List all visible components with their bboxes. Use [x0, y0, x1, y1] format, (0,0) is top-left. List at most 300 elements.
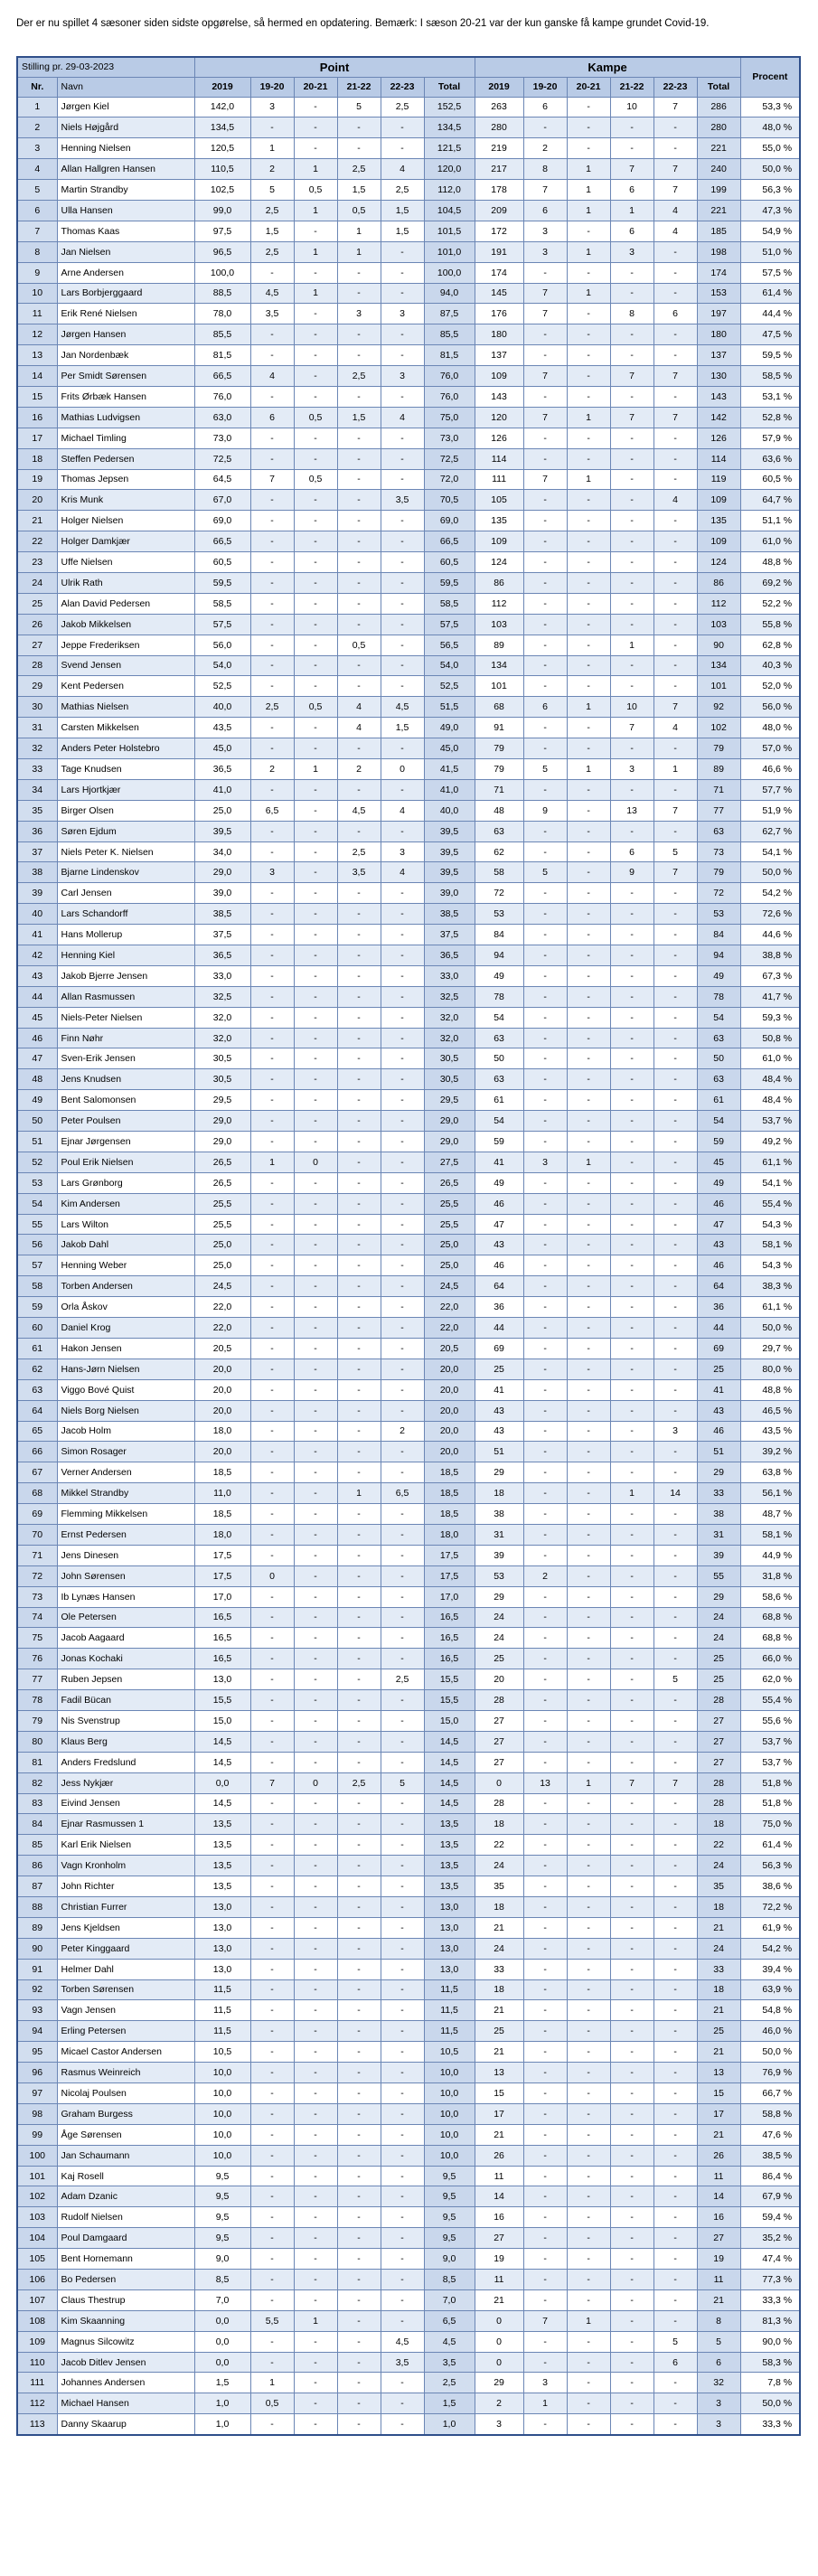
- point-22-23-cell: -: [381, 1442, 424, 1462]
- point-2019-cell: 25,0: [194, 1235, 250, 1255]
- point-20-21-cell: -: [294, 1649, 337, 1669]
- table-row: [17, 2249, 800, 2270]
- point-total-cell: 1,5: [424, 2393, 475, 2414]
- point-22-23-cell: -: [381, 1876, 424, 1897]
- kampe-22-23-cell: -: [653, 1504, 697, 1525]
- navn-cell: Tage Knudsen: [57, 759, 194, 780]
- point-20-21-cell: -: [294, 2186, 337, 2207]
- point-22-23-cell: -: [381, 2063, 424, 2083]
- kampe-21-22-cell: -: [610, 428, 653, 448]
- kampe-total-cell: 198: [697, 241, 740, 262]
- point-total-cell: 16,5: [424, 1628, 475, 1649]
- point-21-22-cell: -: [337, 2310, 381, 2331]
- kampe-total-cell: 89: [697, 759, 740, 780]
- kampe-21-22-cell: -: [610, 2063, 653, 2083]
- point-21-22-cell: -: [337, 1338, 381, 1359]
- point-19-20-cell: -: [250, 1090, 294, 1111]
- kampe-2019-cell: 63: [475, 1028, 523, 1048]
- kampe-total-cell: 46: [697, 1193, 740, 1214]
- point-20-21-cell: -: [294, 531, 337, 552]
- table-row: [17, 1565, 800, 1586]
- point-2019-cell: 110,5: [194, 159, 250, 180]
- kampe-2019-cell: 135: [475, 511, 523, 531]
- point-21-22-cell: -: [337, 448, 381, 469]
- point-total-cell: 73,0: [424, 428, 475, 448]
- nr-cell: 26: [17, 614, 57, 635]
- navn-cell: Finn Nøhr: [57, 1028, 194, 1048]
- kampe-19-20-cell: -: [523, 2352, 567, 2373]
- nr-cell: 111: [17, 2373, 57, 2393]
- kampe-21-22-cell: -: [610, 1214, 653, 1235]
- point-2019-cell: 9,5: [194, 2228, 250, 2249]
- kampe-21-22-cell: -: [610, 1690, 653, 1711]
- kampe-19-20-cell: -: [523, 1814, 567, 1835]
- kampe-21-22-cell: -: [610, 2145, 653, 2166]
- procent-cell: 46,0 %: [740, 2021, 800, 2042]
- point-2019-cell: 20,0: [194, 1379, 250, 1400]
- kampe-21-22-cell: -: [610, 986, 653, 1007]
- kampe-19-20-cell: 9: [523, 800, 567, 821]
- point-21-22-cell: -: [337, 1731, 381, 1752]
- kampe-21-22-cell: -: [610, 531, 653, 552]
- table-row: [17, 407, 800, 428]
- kampe-2019-cell: 19: [475, 2249, 523, 2270]
- kampe-19-20-cell: 7: [523, 2310, 567, 2331]
- table-row: [17, 1462, 800, 1483]
- point-total-cell: 37,5: [424, 925, 475, 945]
- kampe-22-23-cell: -: [653, 1442, 697, 1462]
- table-row: [17, 2228, 800, 2249]
- kampe-22-23-cell: -: [653, 386, 697, 407]
- kampe-20-21-cell: -: [567, 1917, 610, 1938]
- point-19-20-cell: -: [250, 841, 294, 862]
- table-row: [17, 2352, 800, 2373]
- nr-cell: 21: [17, 511, 57, 531]
- kampe-total-cell: 33: [697, 1483, 740, 1504]
- table-row: [17, 738, 800, 759]
- kampe-20-21-cell: -: [567, 1214, 610, 1235]
- point-total-cell: 101,0: [424, 241, 475, 262]
- kampe-19-20-cell: -: [523, 2207, 567, 2228]
- point-20-21-cell: -: [294, 738, 337, 759]
- kampe-22-23-cell: -: [653, 572, 697, 593]
- procent-cell: 68,8 %: [740, 1607, 800, 1628]
- kampe-22-23-cell: 5: [653, 2331, 697, 2352]
- point-21-22-cell: -: [337, 1028, 381, 1048]
- kampe-20-21-cell: -: [567, 738, 610, 759]
- point-22-23-cell: -: [381, 552, 424, 573]
- nr-cell: 97: [17, 2083, 57, 2104]
- procent-cell: 63,6 %: [740, 448, 800, 469]
- kampe-total-cell: 26: [697, 2145, 740, 2166]
- kampe-20-21-cell: -: [567, 718, 610, 738]
- point-2019-cell: 40,0: [194, 697, 250, 718]
- kampe-20-21-cell: -: [567, 821, 610, 841]
- point-20-21-cell: -: [294, 1028, 337, 1048]
- kampe-19-20-cell: -: [523, 572, 567, 593]
- kampe-19-20-cell: -: [523, 2166, 567, 2186]
- nr-cell: 95: [17, 2042, 57, 2063]
- kampe-2019-cell: 24: [475, 1938, 523, 1959]
- point-20-21-cell: -: [294, 1628, 337, 1649]
- point-total-cell: 17,5: [424, 1565, 475, 1586]
- procent-cell: 54,8 %: [740, 2000, 800, 2021]
- point-19-20-cell: -: [250, 1421, 294, 1442]
- navn-cell: Magnus Silcowitz: [57, 2331, 194, 2352]
- nr-cell: 5: [17, 180, 57, 201]
- nr-cell: 19: [17, 469, 57, 490]
- kampe-19-20-cell: -: [523, 2124, 567, 2145]
- point-19-20-cell: -: [250, 2166, 294, 2186]
- nr-cell: 8: [17, 241, 57, 262]
- point-19-20-cell: -: [250, 1917, 294, 1938]
- kampe-2019-cell: 31: [475, 1524, 523, 1545]
- kampe-20-21-cell: -: [567, 1048, 610, 1069]
- kampe-22-23-cell: -: [653, 531, 697, 552]
- point-21-22-cell: -: [337, 1462, 381, 1483]
- point-20-21-cell: -: [294, 2145, 337, 2166]
- nr-cell: 89: [17, 1917, 57, 1938]
- point-22-23-cell: -: [381, 945, 424, 966]
- kampe-21-22-cell: -: [610, 1132, 653, 1152]
- kampe-22-23-cell: 6: [653, 2352, 697, 2373]
- nr-cell: 14: [17, 366, 57, 387]
- table-row: [17, 1442, 800, 1462]
- point-2019-cell: 24,5: [194, 1276, 250, 1297]
- kampe-19-20-cell: -: [523, 2331, 567, 2352]
- nr-cell: 12: [17, 324, 57, 345]
- kampe-21-22-cell: -: [610, 1793, 653, 1814]
- nr-cell: 105: [17, 2249, 57, 2270]
- point-total-cell: 29,5: [424, 1090, 475, 1111]
- navn-cell: Niels Peter K. Nielsen: [57, 841, 194, 862]
- navn-cell: Ejnar Jørgensen: [57, 1132, 194, 1152]
- point-2019-cell: 64,5: [194, 469, 250, 490]
- kampe-21-22-cell: -: [610, 324, 653, 345]
- point-21-22-cell: -: [337, 1359, 381, 1379]
- procent-cell: 58,6 %: [740, 1586, 800, 1607]
- point-21-22-cell: -: [337, 1111, 381, 1132]
- kampe-2019-cell: 112: [475, 593, 523, 614]
- table-row: [17, 572, 800, 593]
- point-total-cell: 39,5: [424, 862, 475, 883]
- kampe-20-21-cell: -: [567, 1835, 610, 1856]
- kampe-19-20-cell: 3: [523, 221, 567, 241]
- point-2019-cell: 85,5: [194, 324, 250, 345]
- kampe-2019-cell: 68: [475, 697, 523, 718]
- kampe-2019-cell: 27: [475, 1731, 523, 1752]
- procent-cell: 44,4 %: [740, 304, 800, 324]
- procent-cell: 50,0 %: [740, 862, 800, 883]
- point-20-21-cell: -: [294, 1172, 337, 1193]
- kampe-2019-cell: 53: [475, 1565, 523, 1586]
- point-21-22-cell: -: [337, 2021, 381, 2042]
- kampe-21-22-cell: -: [610, 1938, 653, 1959]
- kampe-2019-cell: 0: [475, 2331, 523, 2352]
- point-21-22-cell: -: [337, 1607, 381, 1628]
- kampe-22-23-cell: -: [653, 1338, 697, 1359]
- point-total-cell: 29,0: [424, 1111, 475, 1132]
- kampe-2019-cell: 111: [475, 469, 523, 490]
- procent-cell: 54,1 %: [740, 841, 800, 862]
- point-19-20-cell: 3: [250, 862, 294, 883]
- point-2019-cell: 17,0: [194, 1586, 250, 1607]
- point-21-22-cell: -: [337, 1565, 381, 1586]
- point-22-23-cell: -: [381, 738, 424, 759]
- point-20-21-cell: -: [294, 1442, 337, 1462]
- kampe-19-20-cell: 5: [523, 862, 567, 883]
- point-2019-cell: 11,5: [194, 1979, 250, 2000]
- point-19-20-cell: -: [250, 1545, 294, 1565]
- point-20-21-cell: -: [294, 1255, 337, 1276]
- kampe-total-cell: 24: [697, 1938, 740, 1959]
- kampe-21-22-cell: -: [610, 2042, 653, 2063]
- kampe-20-21-cell: -: [567, 945, 610, 966]
- kampe-21-22-cell: 6: [610, 841, 653, 862]
- kampe-2019-cell: 41: [475, 1152, 523, 1172]
- point-22-23-cell: 3: [381, 304, 424, 324]
- table-row: [17, 2270, 800, 2290]
- point-19-20-cell: -: [250, 2083, 294, 2104]
- table-row: [17, 2103, 800, 2124]
- nr-cell: 42: [17, 945, 57, 966]
- point-2019-cell: 10,0: [194, 2063, 250, 2083]
- kampe-19-20-header: 19-20: [523, 77, 567, 97]
- point-total-cell: 14,5: [424, 1772, 475, 1793]
- kampe-total-cell: 43: [697, 1400, 740, 1421]
- point-total-cell: 13,0: [424, 1938, 475, 1959]
- kampe-19-20-cell: -: [523, 1628, 567, 1649]
- point-21-22-cell: -: [337, 676, 381, 697]
- kampe-22-23-cell: 7: [653, 800, 697, 821]
- kampe-19-20-cell: -: [523, 2414, 567, 2435]
- kampe-total-cell: 199: [697, 180, 740, 201]
- kampe-total-cell: 102: [697, 718, 740, 738]
- kampe-20-21-cell: -: [567, 1028, 610, 1048]
- table-row: [17, 1007, 800, 1028]
- point-20-21-cell: -: [294, 511, 337, 531]
- point-22-23-cell: 1,5: [381, 200, 424, 221]
- kampe-19-20-cell: -: [523, 1007, 567, 1028]
- point-19-20-cell: 1: [250, 2373, 294, 2393]
- kampe-21-22-cell: -: [610, 1028, 653, 1048]
- point-2019-cell: 17,5: [194, 1545, 250, 1565]
- table-row: [17, 1814, 800, 1835]
- table-row: [17, 511, 800, 531]
- point-2019-cell: 33,0: [194, 965, 250, 986]
- point-2019-cell: 30,5: [194, 1048, 250, 1069]
- kampe-21-22-cell: 1: [610, 200, 653, 221]
- kampe-22-23-cell: -: [653, 2000, 697, 2021]
- point-21-22-cell: -: [337, 283, 381, 304]
- point-22-23-cell: -: [381, 2414, 424, 2435]
- kampe-21-22-cell: -: [610, 1504, 653, 1525]
- point-total-cell: 16,5: [424, 1607, 475, 1628]
- kampe-19-20-cell: -: [523, 945, 567, 966]
- kampe-22-23-cell: -: [653, 779, 697, 800]
- kampe-21-22-cell: -: [610, 1297, 653, 1318]
- kampe-20-21-cell: -: [567, 593, 610, 614]
- navn-cell: Henning Nielsen: [57, 138, 194, 159]
- procent-cell: 53,3 %: [740, 97, 800, 118]
- kampe-22-23-cell: -: [653, 593, 697, 614]
- point-19-20-cell: -: [250, 448, 294, 469]
- point-20-21-cell: -: [294, 2270, 337, 2290]
- point-21-22-cell: -: [337, 738, 381, 759]
- point-21-22-cell: -: [337, 821, 381, 841]
- point-21-22-cell: -: [337, 2124, 381, 2145]
- point-19-20-cell: -: [250, 1379, 294, 1400]
- kampe-22-23-cell: -: [653, 1586, 697, 1607]
- navn-cell: Poul Damgaard: [57, 2228, 194, 2249]
- kampe-20-21-cell: -: [567, 635, 610, 655]
- kampe-2019-cell: 178: [475, 180, 523, 201]
- kampe-total-cell: 44: [697, 1318, 740, 1339]
- point-19-20-cell: -: [250, 2331, 294, 2352]
- kampe-19-20-cell: -: [523, 1979, 567, 2000]
- table-row: [17, 2124, 800, 2145]
- kampe-20-21-cell: -: [567, 1379, 610, 1400]
- point-21-22-cell: -: [337, 511, 381, 531]
- point-total-cell: 11,5: [424, 1979, 475, 2000]
- kampe-2019-cell: 44: [475, 1318, 523, 1339]
- kampe-22-23-cell: 7: [653, 180, 697, 201]
- point-2019-cell: 25,5: [194, 1193, 250, 1214]
- kampe-total-cell: 24: [697, 1856, 740, 1876]
- kampe-22-23-cell: -: [653, 1565, 697, 1586]
- point-2019-cell: 54,0: [194, 655, 250, 676]
- point-19-20-cell: -: [250, 1297, 294, 1318]
- kampe-total-cell: 31: [697, 1524, 740, 1545]
- kampe-21-22-cell: -: [610, 883, 653, 904]
- kampe-22-23-cell: -: [653, 945, 697, 966]
- procent-cell: 55,0 %: [740, 138, 800, 159]
- point-19-20-cell: 7: [250, 1772, 294, 1793]
- point-2019-cell: 11,5: [194, 2021, 250, 2042]
- kampe-19-20-cell: -: [523, 925, 567, 945]
- kampe-21-22-cell: -: [610, 655, 653, 676]
- kampe-22-23-cell: -: [653, 1028, 697, 1048]
- point-total-cell: 39,5: [424, 841, 475, 862]
- kampe-21-22-cell: 3: [610, 759, 653, 780]
- point-19-20-cell: -: [250, 1462, 294, 1483]
- kampe-21-22-cell: 6: [610, 221, 653, 241]
- kampe-20-21-cell: -: [567, 1876, 610, 1897]
- kampe-21-22-cell: -: [610, 925, 653, 945]
- point-total-cell: 13,0: [424, 1896, 475, 1917]
- kampe-19-20-cell: -: [523, 718, 567, 738]
- kampe-19-20-cell: -: [523, 1669, 567, 1690]
- navn-cell: Peter Kinggaard: [57, 1938, 194, 1959]
- kampe-21-22-cell: -: [610, 1545, 653, 1565]
- point-19-20-cell: -: [250, 1483, 294, 1504]
- point-19-20-cell: -: [250, 1504, 294, 1525]
- point-21-22-cell: -: [337, 531, 381, 552]
- point-total-cell: 13,5: [424, 1856, 475, 1876]
- kampe-21-22-cell: 3: [610, 241, 653, 262]
- kampe-2019-cell: 114: [475, 448, 523, 469]
- kampe-2019-cell: 2: [475, 2393, 523, 2414]
- point-22-23-cell: -: [381, 1132, 424, 1152]
- kampe-total-cell: 126: [697, 428, 740, 448]
- kampe-20-21-cell: -: [567, 1318, 610, 1339]
- kampe-total-cell: 25: [697, 1359, 740, 1379]
- table-row: [17, 1276, 800, 1297]
- kampe-total-cell: 38: [697, 1504, 740, 1525]
- point-total-cell: 10,5: [424, 2042, 475, 2063]
- nr-cell: 113: [17, 2414, 57, 2435]
- point-22-23-cell: -: [381, 1297, 424, 1318]
- nr-cell: 80: [17, 1731, 57, 1752]
- kampe-19-20-cell: 3: [523, 2373, 567, 2393]
- kampe-total-cell: 49: [697, 1172, 740, 1193]
- point-21-22-cell: -: [337, 1938, 381, 1959]
- kampe-2019-cell: 28: [475, 1690, 523, 1711]
- kampe-21-22-cell: 7: [610, 366, 653, 387]
- nr-cell: 4: [17, 159, 57, 180]
- procent-cell: 67,3 %: [740, 965, 800, 986]
- point-19-20-cell: -: [250, 986, 294, 1007]
- procent-cell: 41,7 %: [740, 986, 800, 1007]
- point-20-21-cell: -: [294, 841, 337, 862]
- kampe-2019-cell: 27: [475, 1752, 523, 1772]
- point-total-cell: 15,0: [424, 1710, 475, 1731]
- procent-cell: 77,3 %: [740, 2270, 800, 2290]
- kampe-22-23-cell: -: [653, 1938, 697, 1959]
- point-22-23-cell: -: [381, 1731, 424, 1752]
- navn-cell: Åge Sørensen: [57, 2124, 194, 2145]
- procent-cell: 61,1 %: [740, 1152, 800, 1172]
- nr-cell: 35: [17, 800, 57, 821]
- table-row: [17, 759, 800, 780]
- table-row: [17, 1896, 800, 1917]
- kampe-19-20-cell: -: [523, 2289, 567, 2310]
- navn-cell: Ulrik Rath: [57, 572, 194, 593]
- kampe-19-20-cell: -: [523, 738, 567, 759]
- kampe-21-22-cell: -: [610, 1235, 653, 1255]
- kampe-20-21-cell: -: [567, 1255, 610, 1276]
- procent-cell: 55,4 %: [740, 1690, 800, 1711]
- point-21-22-cell: 1,5: [337, 407, 381, 428]
- kampe-20-21-cell: -: [567, 118, 610, 138]
- navn-cell: Hans Mollerup: [57, 925, 194, 945]
- point-22-23-cell: -: [381, 904, 424, 925]
- point-19-20-cell: -: [250, 552, 294, 573]
- procent-cell: 48,4 %: [740, 1090, 800, 1111]
- kampe-20-21-cell: -: [567, 1545, 610, 1565]
- kampe-20-21-cell: -: [567, 1752, 610, 1772]
- kampe-2019-cell: 47: [475, 1214, 523, 1235]
- kampe-2019-cell: 11: [475, 2270, 523, 2290]
- procent-cell: 61,4 %: [740, 1835, 800, 1856]
- point-20-21-cell: -: [294, 862, 337, 883]
- point-total-cell: 134,5: [424, 118, 475, 138]
- point-21-22-cell: -: [337, 552, 381, 573]
- table-row: [17, 386, 800, 407]
- point-21-22-cell: -: [337, 1835, 381, 1856]
- point-total-cell: 36,5: [424, 945, 475, 966]
- navn-cell: Jonas Kochaki: [57, 1649, 194, 1669]
- point-22-23-cell: -: [381, 448, 424, 469]
- point-20-21-cell: -: [294, 1069, 337, 1090]
- kampe-20-21-cell: -: [567, 1442, 610, 1462]
- kampe-21-22-cell: -: [610, 1462, 653, 1483]
- point-19-20-cell: -: [250, 738, 294, 759]
- kampe-20-21-cell: -: [567, 1193, 610, 1214]
- point-22-23-cell: -: [381, 1938, 424, 1959]
- nr-cell: 6: [17, 200, 57, 221]
- point-total-cell: 29,0: [424, 1132, 475, 1152]
